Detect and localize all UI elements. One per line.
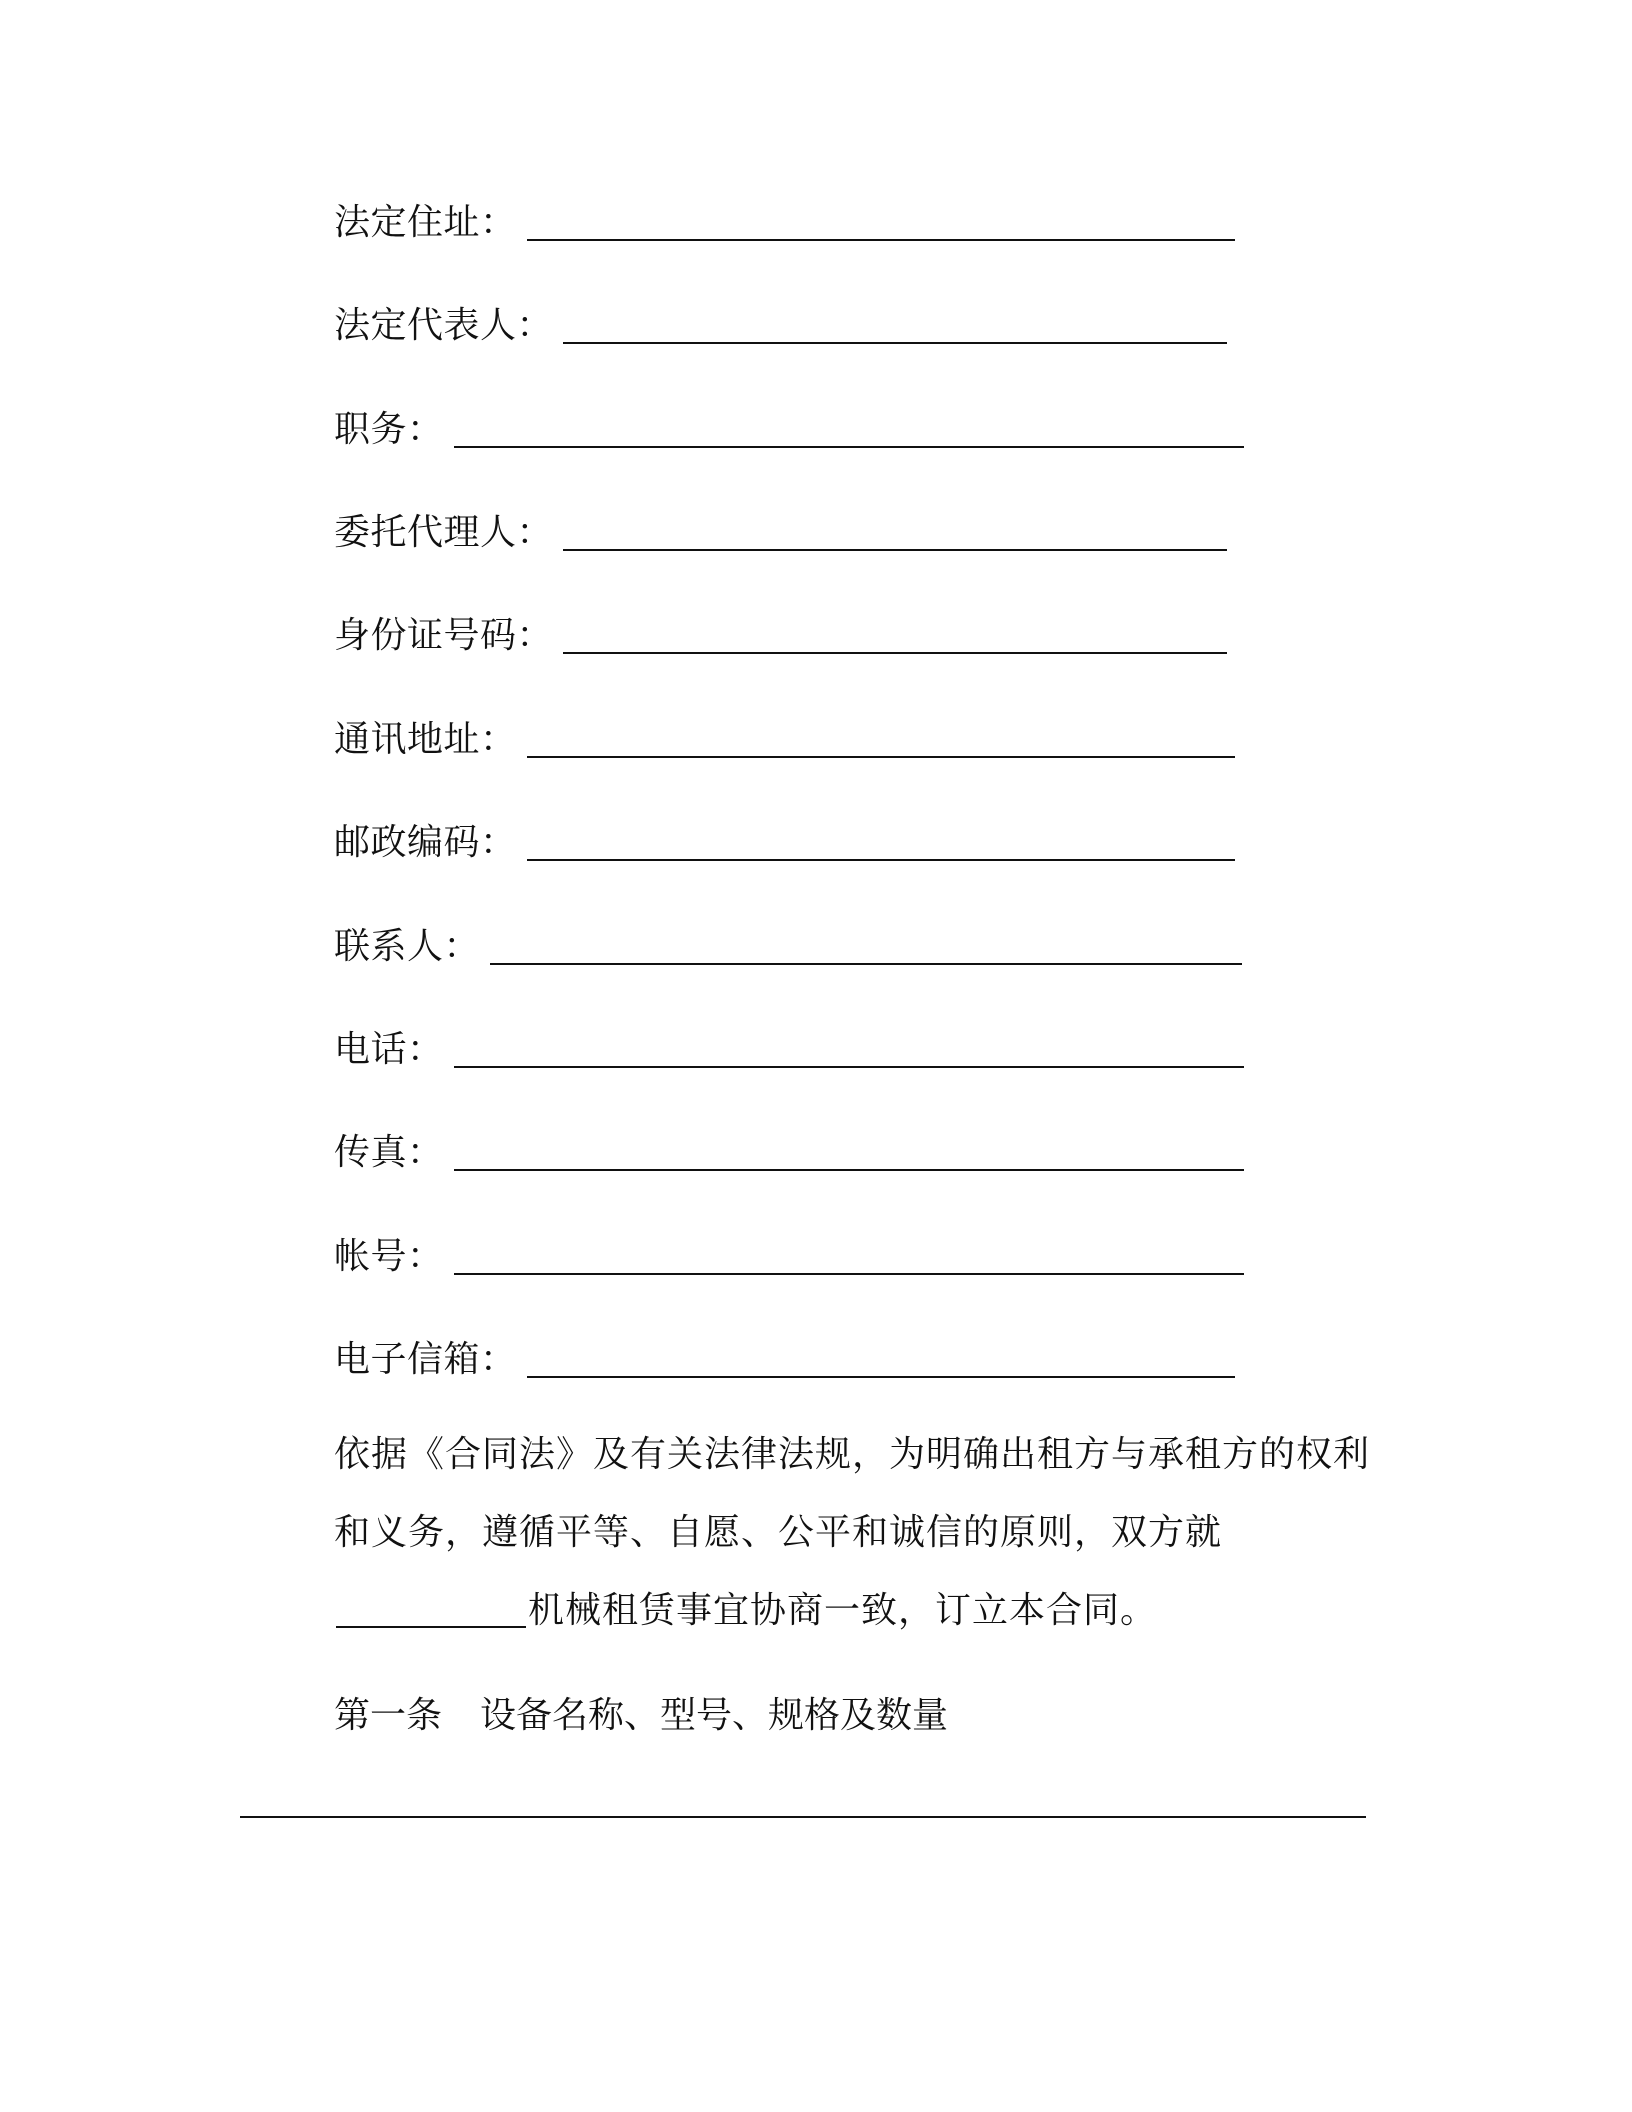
fill-in-blank[interactable] [454,446,1244,448]
fill-in-blank[interactable] [563,652,1227,654]
field-postal-code [334,813,1235,873]
field-authorized-agent [334,503,1227,563]
fill-in-blank[interactable] [454,1169,1244,1171]
field-label: 邮政编码： [334,822,517,863]
field-label: 身份证号码： [334,615,554,656]
article-1-heading [334,1686,948,1746]
field-contact-person [334,917,1242,977]
field-label: 通讯地址： [334,719,517,760]
field-phone [334,1020,1244,1080]
article-number: 第一条 [334,1695,443,1736]
fill-in-blank[interactable] [527,239,1235,241]
field-label: 法定代表人： [334,305,554,346]
field-label: 电子信箱： [334,1339,517,1380]
field-label: 联系人： [334,926,481,967]
field-label: 传真： [334,1132,444,1173]
fill-in-blank[interactable] [454,1273,1244,1275]
intro-text-part2: 机械租赁事宜协商一致，订立本合同。 [528,1590,1158,1631]
fill-in-blank[interactable] [527,1376,1235,1378]
field-email [334,1330,1235,1390]
fill-in-blank[interactable] [563,342,1227,344]
machine-type-blank[interactable] [336,1626,526,1628]
field-account-number [334,1227,1244,1287]
field-label: 帐号： [334,1236,444,1277]
fill-in-blank[interactable] [563,549,1227,551]
fill-in-blank[interactable] [527,859,1235,861]
field-fax [334,1123,1244,1183]
equipment-details-blank[interactable] [240,1816,1366,1818]
field-label: 职务： [334,409,444,450]
field-legal-representative [334,296,1227,356]
fill-in-blank[interactable] [490,963,1242,965]
field-legal-address [334,193,1235,253]
field-position [334,400,1244,460]
fill-in-blank[interactable] [527,756,1235,758]
intro-text-part1: 依据《合同法》及有关法律法规，为明确出租方与承租方的权利和义务，遵循平等、自愿、公平和诚信的原则，双方就 [334,1434,1371,1553]
field-label: 法定住址： [334,202,517,243]
intro-paragraph [240,1416,1380,1650]
field-label: 电话： [334,1029,444,1070]
fill-in-blank[interactable] [454,1066,1244,1068]
article-title: 设备名称、型号、规格及数量 [480,1695,949,1736]
field-label: 委托代理人： [334,512,554,553]
field-mailing-address [334,710,1235,770]
field-id-number [334,606,1227,666]
